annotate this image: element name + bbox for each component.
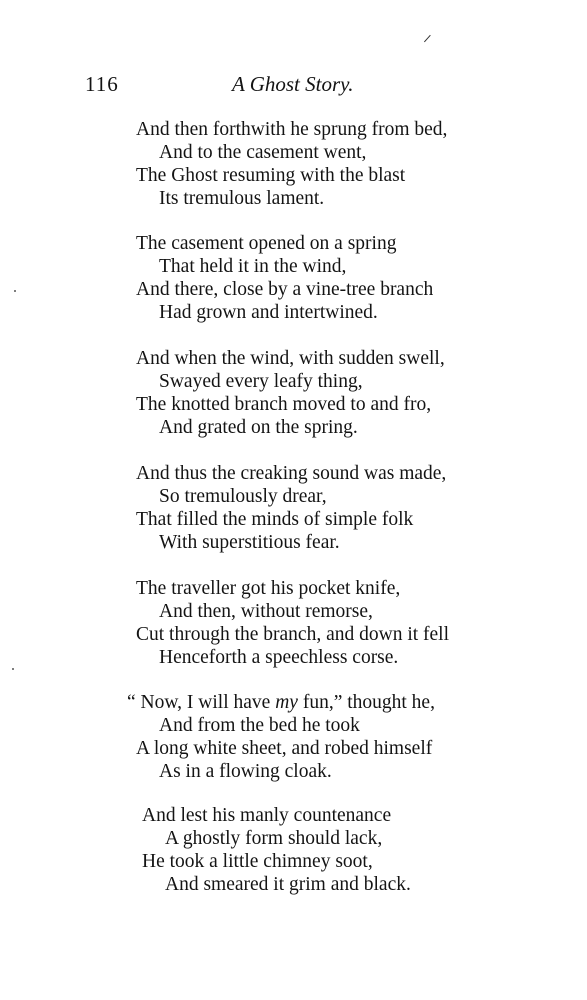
verse-line: That held it in the wind, — [159, 256, 347, 277]
verse-line: And thus the creaking sound was made, — [136, 463, 447, 484]
verse-line: The Ghost resuming with the blast — [136, 165, 406, 186]
emphasized-word: my — [275, 692, 298, 713]
verse-line: “ Now, I will have my fun,” thought he, — [127, 692, 435, 713]
verse-line: Had grown and intertwined. — [159, 302, 378, 323]
verse-line: A long white sheet, and robed himself — [136, 738, 433, 759]
verse-line: And to the casement went, — [159, 142, 367, 163]
verse-line: And then forthwith he sprung from bed, — [136, 119, 448, 140]
verse-line: With superstitious fear. — [159, 532, 340, 553]
verse-line: The casement opened on a spring — [136, 233, 397, 254]
verse-line: Swayed every leafy thing, — [159, 371, 363, 392]
running-title: A Ghost Story. — [232, 72, 354, 96]
verse-line: Henceforth a speechless corse. — [159, 647, 399, 668]
page-number: 116 — [85, 72, 119, 96]
verse-line: Cut through the branch, and down it fell — [136, 624, 450, 645]
verse-line: And smeared it grim and black. — [165, 874, 411, 895]
verse-line: And from the bed he took — [159, 715, 360, 736]
paper-speck — [12, 668, 14, 670]
verse-line: The traveller got his pocket knife, — [136, 578, 401, 599]
verse-line: A ghostly form should lack, — [165, 828, 383, 849]
verse-line: And lest his manly countenance — [142, 805, 392, 826]
verse-line: And grated on the spring. — [159, 417, 358, 438]
verse-line: As in a flowing cloak. — [159, 761, 332, 782]
verse-line: That filled the minds of simple folk — [136, 509, 414, 530]
verse-line: He took a little chimney soot, — [142, 851, 373, 872]
verse-line: And when the wind, with sudden swell, — [136, 348, 445, 369]
pencil-mark — [424, 35, 431, 43]
verse-line: And then, without remorse, — [159, 601, 373, 622]
verse-line: Its tremulous lament. — [159, 188, 325, 209]
paper-speck — [14, 290, 16, 292]
verse-line: And there, close by a vine-tree branch — [136, 279, 434, 300]
verse-line: The knotted branch moved to and fro, — [136, 394, 432, 415]
verse-line: So tremulously drear, — [159, 486, 327, 507]
